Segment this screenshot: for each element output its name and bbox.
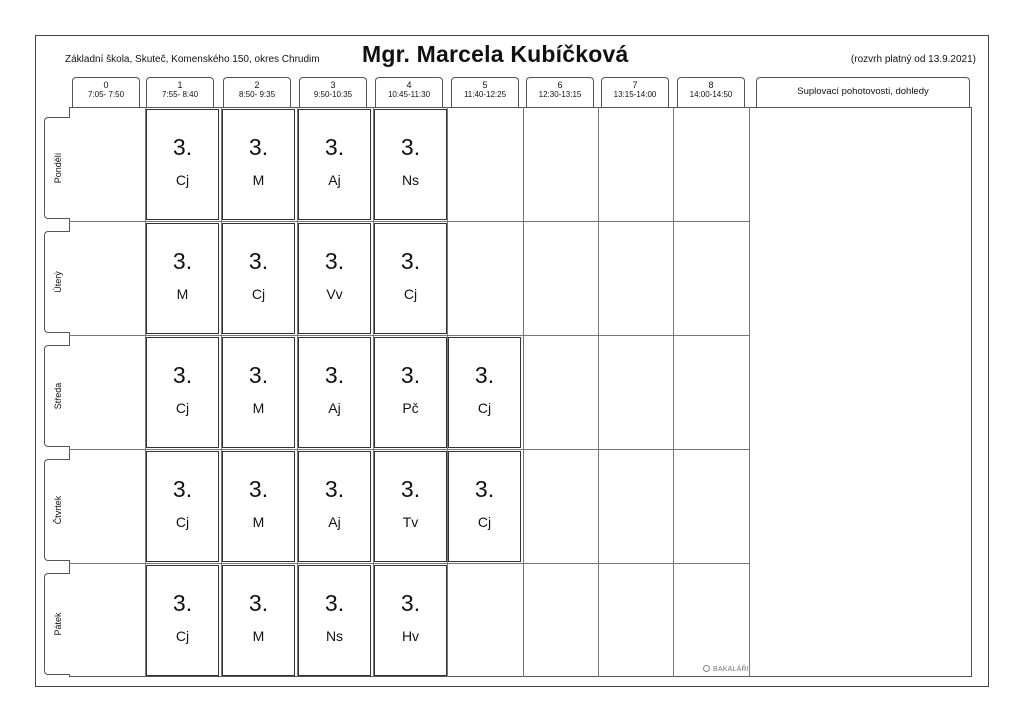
- brand-footer: [703, 665, 749, 673]
- lesson-class: 3.: [248, 134, 269, 160]
- period-time: 7:05- 7:50: [87, 90, 125, 100]
- period-time: 14:00-14:50: [689, 90, 733, 100]
- day-label: Úterý: [52, 271, 63, 293]
- lesson-class: 3.: [248, 248, 269, 274]
- lesson-subject: Cj: [175, 172, 190, 188]
- day-tab: [44, 459, 70, 561]
- lesson-subject: Vv: [326, 286, 343, 302]
- period-time: 7:55- 8:40: [161, 90, 199, 100]
- lesson-class: 3.: [324, 134, 345, 160]
- lesson-class: 3.: [400, 134, 421, 160]
- lesson-class: 3.: [324, 248, 345, 274]
- period-tab-1: [146, 77, 214, 107]
- lesson-subject: M: [252, 172, 265, 188]
- day-label: Středa: [52, 382, 63, 410]
- day-label: Pátek: [52, 612, 63, 636]
- grid-column-divider: [523, 107, 524, 677]
- lesson-subject: Ns: [401, 172, 420, 188]
- lesson-subject: Pč: [402, 400, 419, 416]
- day-label: Čtvrtek: [52, 495, 63, 525]
- period-tab-3: [299, 77, 367, 107]
- lesson-class: 3.: [324, 362, 345, 388]
- period-number: 3: [330, 80, 336, 90]
- lesson-subject: Cj: [175, 400, 190, 416]
- lesson-class: 3.: [324, 590, 345, 616]
- period-time: 11:40-12:25: [463, 90, 507, 100]
- lesson-class: 3.: [400, 476, 421, 502]
- lesson-cell[interactable]: [298, 451, 371, 562]
- period-number: 8: [708, 80, 714, 90]
- day-label: Pondělí: [52, 152, 63, 184]
- lesson-cell[interactable]: [374, 451, 447, 562]
- period-tab-4: [375, 77, 443, 107]
- day-tab: [44, 117, 70, 219]
- lesson-subject: Hv: [401, 628, 420, 644]
- period-tab-5: [451, 77, 519, 107]
- lesson-cell[interactable]: [146, 109, 219, 220]
- lesson-cell[interactable]: [374, 337, 447, 448]
- lesson-cell[interactable]: [448, 337, 521, 448]
- lesson-class: 3.: [172, 476, 193, 502]
- lesson-subject: Cj: [403, 286, 418, 302]
- lesson-subject: Cj: [477, 514, 492, 530]
- period-tab-8: [677, 77, 745, 107]
- period-time: 10:45-11:30: [387, 90, 431, 100]
- lesson-subject: Cj: [175, 514, 190, 530]
- brand-label: BAKALÁŘI: [713, 666, 749, 673]
- lesson-cell[interactable]: [146, 337, 219, 448]
- teacher-name: Mgr. Marcela Kubíčková: [362, 41, 629, 67]
- period-number: 1: [177, 80, 183, 90]
- period-number: 2: [254, 80, 260, 90]
- lesson-subject: Cj: [477, 400, 492, 416]
- period-number: 4: [406, 80, 412, 90]
- lesson-cell[interactable]: [222, 337, 295, 448]
- lesson-class: 3.: [400, 362, 421, 388]
- lesson-cell[interactable]: [222, 223, 295, 334]
- lesson-subject: M: [176, 286, 189, 302]
- lesson-subject: Aj: [328, 172, 341, 188]
- school-name: Základní škola, Skuteč, Komenského 150, okres Chrudim: [65, 54, 320, 65]
- lesson-class: 3.: [172, 134, 193, 160]
- lesson-subject: Aj: [328, 400, 341, 416]
- lesson-cell[interactable]: [298, 223, 371, 334]
- lesson-cell[interactable]: [298, 337, 371, 448]
- period-tab-0: [72, 77, 140, 107]
- grid-row-divider: [69, 221, 749, 222]
- lesson-class: 3.: [172, 590, 193, 616]
- lesson-class: 3.: [400, 590, 421, 616]
- day-tab: [44, 573, 70, 675]
- lesson-subject: Ns: [325, 628, 344, 644]
- lesson-cell[interactable]: [298, 565, 371, 676]
- bakalari-logo-icon: [703, 665, 710, 672]
- lesson-subject: Cj: [175, 628, 190, 644]
- lesson-subject: Tv: [402, 514, 419, 530]
- lesson-class: 3.: [474, 362, 495, 388]
- lesson-subject: Cj: [251, 286, 266, 302]
- lesson-subject: M: [252, 514, 265, 530]
- grid-row-divider: [69, 335, 749, 336]
- lesson-subject: Aj: [328, 514, 341, 530]
- lesson-class: 3.: [324, 476, 345, 502]
- period-time: 12:30-13:15: [538, 90, 582, 100]
- lesson-class: 3.: [172, 248, 193, 274]
- period-number: 0: [103, 80, 109, 90]
- period-time: 8:50- 9:35: [238, 90, 276, 100]
- lesson-subject: M: [252, 400, 265, 416]
- lesson-cell[interactable]: [222, 565, 295, 676]
- grid-column-divider: [673, 107, 674, 677]
- period-number: 6: [557, 80, 563, 90]
- grid-row-divider: [69, 563, 749, 564]
- day-tab: [44, 345, 70, 447]
- lesson-cell[interactable]: [374, 565, 447, 676]
- period-time: 13:15-14:00: [613, 90, 657, 100]
- lesson-class: 3.: [248, 362, 269, 388]
- lesson-cell[interactable]: [448, 451, 521, 562]
- period-number: 5: [482, 80, 488, 90]
- grid-column-divider: [598, 107, 599, 677]
- lesson-cell[interactable]: [146, 451, 219, 562]
- lesson-class: 3.: [474, 476, 495, 502]
- lesson-class: 3.: [248, 476, 269, 502]
- period-tab-2: [223, 77, 291, 107]
- period-time: 9:50-10:35: [313, 90, 353, 100]
- lesson-cell[interactable]: [222, 109, 295, 220]
- lesson-class: 3.: [248, 590, 269, 616]
- lesson-cell[interactable]: [146, 565, 219, 676]
- lesson-cell[interactable]: [222, 451, 295, 562]
- period-tab-6: [526, 77, 594, 107]
- supplementary-header: Suplovací pohotovosti, dohledy: [756, 77, 970, 107]
- grid-row-divider: [69, 449, 749, 450]
- validity-note: (rozvrh platný od 13.9.2021): [850, 54, 976, 65]
- grid-column-divider: [749, 107, 750, 677]
- lesson-cell[interactable]: [298, 109, 371, 220]
- lesson-class: 3.: [400, 248, 421, 274]
- period-tab-7: [601, 77, 669, 107]
- lesson-cell[interactable]: [146, 223, 219, 334]
- period-number: 7: [632, 80, 638, 90]
- lesson-subject: M: [252, 628, 265, 644]
- lesson-class: 3.: [172, 362, 193, 388]
- day-tab: [44, 231, 70, 333]
- lesson-cell[interactable]: [374, 223, 447, 334]
- lesson-cell[interactable]: [374, 109, 447, 220]
